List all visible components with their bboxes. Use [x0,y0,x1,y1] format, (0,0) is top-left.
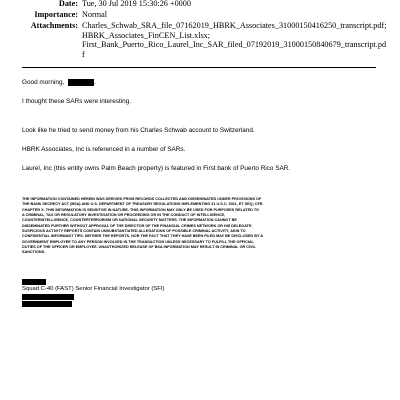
greeting-line [22,79,96,87]
redaction-box [68,79,94,86]
attachment-link[interactable]: First_Bank_Puerto_Rico_Laurel_Inc_SAR_filed_07192019_31000150840679_transcript.pd [82,40,387,49]
disclaimer-line: SANCTIONS. [22,250,46,255]
disclaimer-line: DUTIES OF THE OFFICER OR EMPLOYEE. UNAUTHORIZED RELEASE OF BSA INFORMATION MAY RESULT IN CRIMINAL OR CIVIL [22,245,256,250]
disclaimer-line: SUSPICIOUS ACTIVITY REPORTS CONTAIN UNSUBSTANTIATED ALLEGATIONS OF POSSIBLE CRIMINAL ACTIVITY, AKIN TO [22,229,246,234]
body-paragraph: Look like he tried to send money from his Charles Schwab account to Switzerland. [22,127,255,134]
bsa-disclaimer [22,197,384,256]
disclaimer-line: THE INFORMATION CONTAINED HEREIN WAS DERIVED FROM RECORDS COLLECTED AND DISSEMINATED UNDER PROVISIONS OF [22,197,262,201]
body-paragraph: I thought these SARs were interesting. [22,98,132,105]
attachment-link[interactable]: Charles_Schwab_SRA_file_07162019_HBRK_Associates_31000150416250_transcript.pdf; [82,21,387,30]
disclaimer-line: COUNTERINTELLIGENCE, COUNTERTERRORISM OR NATIONAL SECURITY MATTERS. THE INFORMATION CANNOT BE [22,218,237,223]
greeting-prefix: Good morning, [22,79,65,87]
signature-line: Squad C-40 (FAST) Senior Financial Investigator (SFI) [22,286,165,292]
date-label: Date: [58,0,78,8]
body-paragraph: Laurel, Inc (this entity owns Palm Beach property) is featured in First bank of Puerto Rico SAR. [22,165,291,172]
email-header [0,0,400,60]
date-value: Tue, 30 Jul 2019 15:30:26 +0000 [82,0,191,8]
redaction-box [22,279,46,285]
redaction-box [22,301,72,307]
attachment-link[interactable]: HBRK_Associates_FinCEN_List.xlsx; [82,30,211,40]
attachment-link-continued[interactable]: f [82,49,85,59]
disclaimer-line: CONFIDENTIAL INFORMANT TIPS. NEITHER THE REPORTS, NOR THE FACT THAT THEY HAVE BEEN FILED MAY BE DISCLOSED BY A [22,234,263,239]
greeting-suffix: . [94,79,96,87]
disclaimer-line: A CRIMINAL, TAX OR REGULATORY INVESTIGATION OR PROCEEDING OR IN THE CONDUCT OF INTELLIGENCE, [22,213,226,218]
disclaimer-line: GOVERNMENT EMPLOYEE TO ANY PERSON INVOLVED IN THE TRANSACTION UNLESS NECESSARY TO FULFILL THE OFFICIAL [22,239,254,244]
importance-label: Importance: [34,10,78,19]
redaction-box [22,294,74,300]
disclaimer-line: DISSEMINATED FURTHER WITHOUT APPROVAL OF THE DIRECTOR OF THE FINANCIAL CRIMES NETWORK OR HIS DELEGATE. [22,223,253,228]
attachments-label: Attachments: [30,21,78,30]
disclaimer-line: CHAPTER X. THIS INFORMATION IS SENSITIVE IN NATURE. THIS INFORMATION MAY ONLY BE USED FOR PURPOSES RELATED TO [22,207,259,212]
header-divider [22,67,376,68]
disclaimer-line: THE BANK SECRECY ACT (BSA) AND U.S. DEPARTMENT OF TREASURY REGULATIONS IMPLEMENTING 31 U.S.C. 5311, ET SEQ; CFR [22,202,263,207]
body-paragraph: HBRK Associates, Inc is referenced in a number of SARs. [22,146,186,153]
importance-value: Normal [82,10,108,19]
